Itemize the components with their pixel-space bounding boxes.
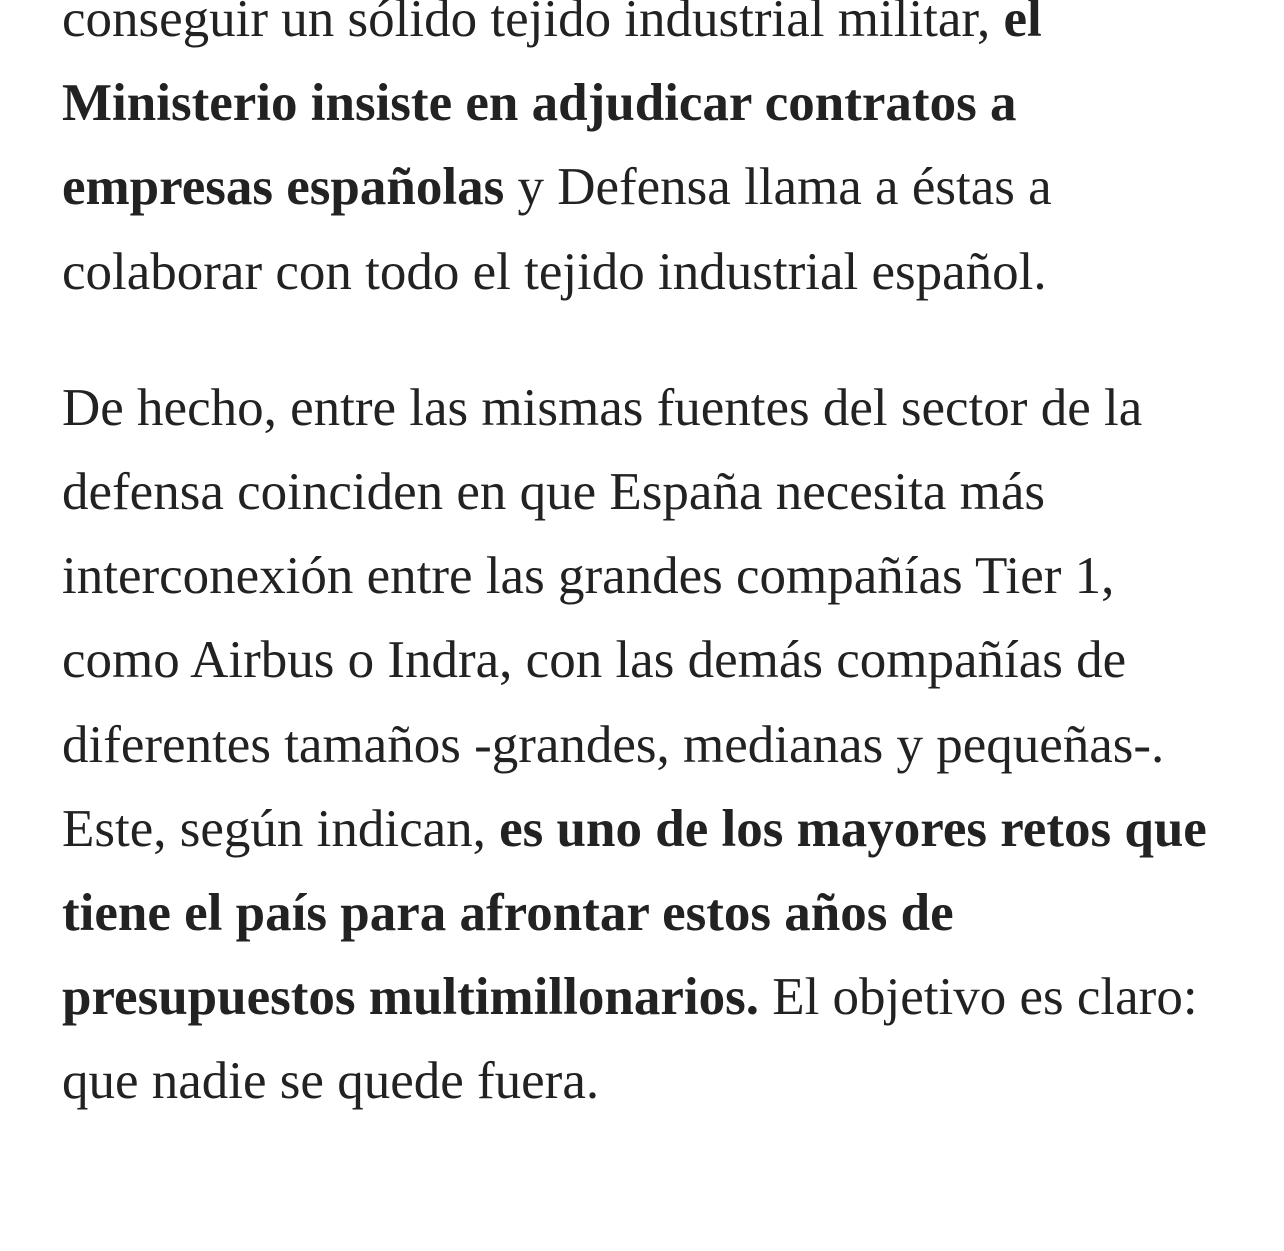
paragraph-1-text: conseguir un sólido tejido industrial militar, — [62, 0, 1004, 48]
paragraph-1-bold-text: el Ministerio insiste en adjudicar contratos a empresas españolas — [62, 0, 1042, 217]
paragraph-1 — [62, 0, 1212, 314]
paragraph-2-text-end: El objetivo es claro: que nadie se quede fuera. — [62, 968, 1198, 1111]
paragraph-1-text-end: y Defensa llama a éstas a colaborar con todo el tejido industrial español. — [62, 158, 1052, 301]
article-body — [62, 0, 1212, 1124]
paragraph-2 — [62, 366, 1212, 1124]
paragraph-2-text: De hecho, entre las mismas fuentes del sector de la defensa coinciden en que España necesita más interconexión entre las grandes compañías Tier 1, como Airbus o Indra, con las demás compañías de diferentes tamaños -grandes, medianas y pequeñas-. Este, según indican, — [62, 378, 1165, 858]
paragraph-2-bold-text: es uno de los mayores retos que tiene el país para afrontar estos años de presupuestos multimillonarios. — [62, 799, 1207, 1027]
